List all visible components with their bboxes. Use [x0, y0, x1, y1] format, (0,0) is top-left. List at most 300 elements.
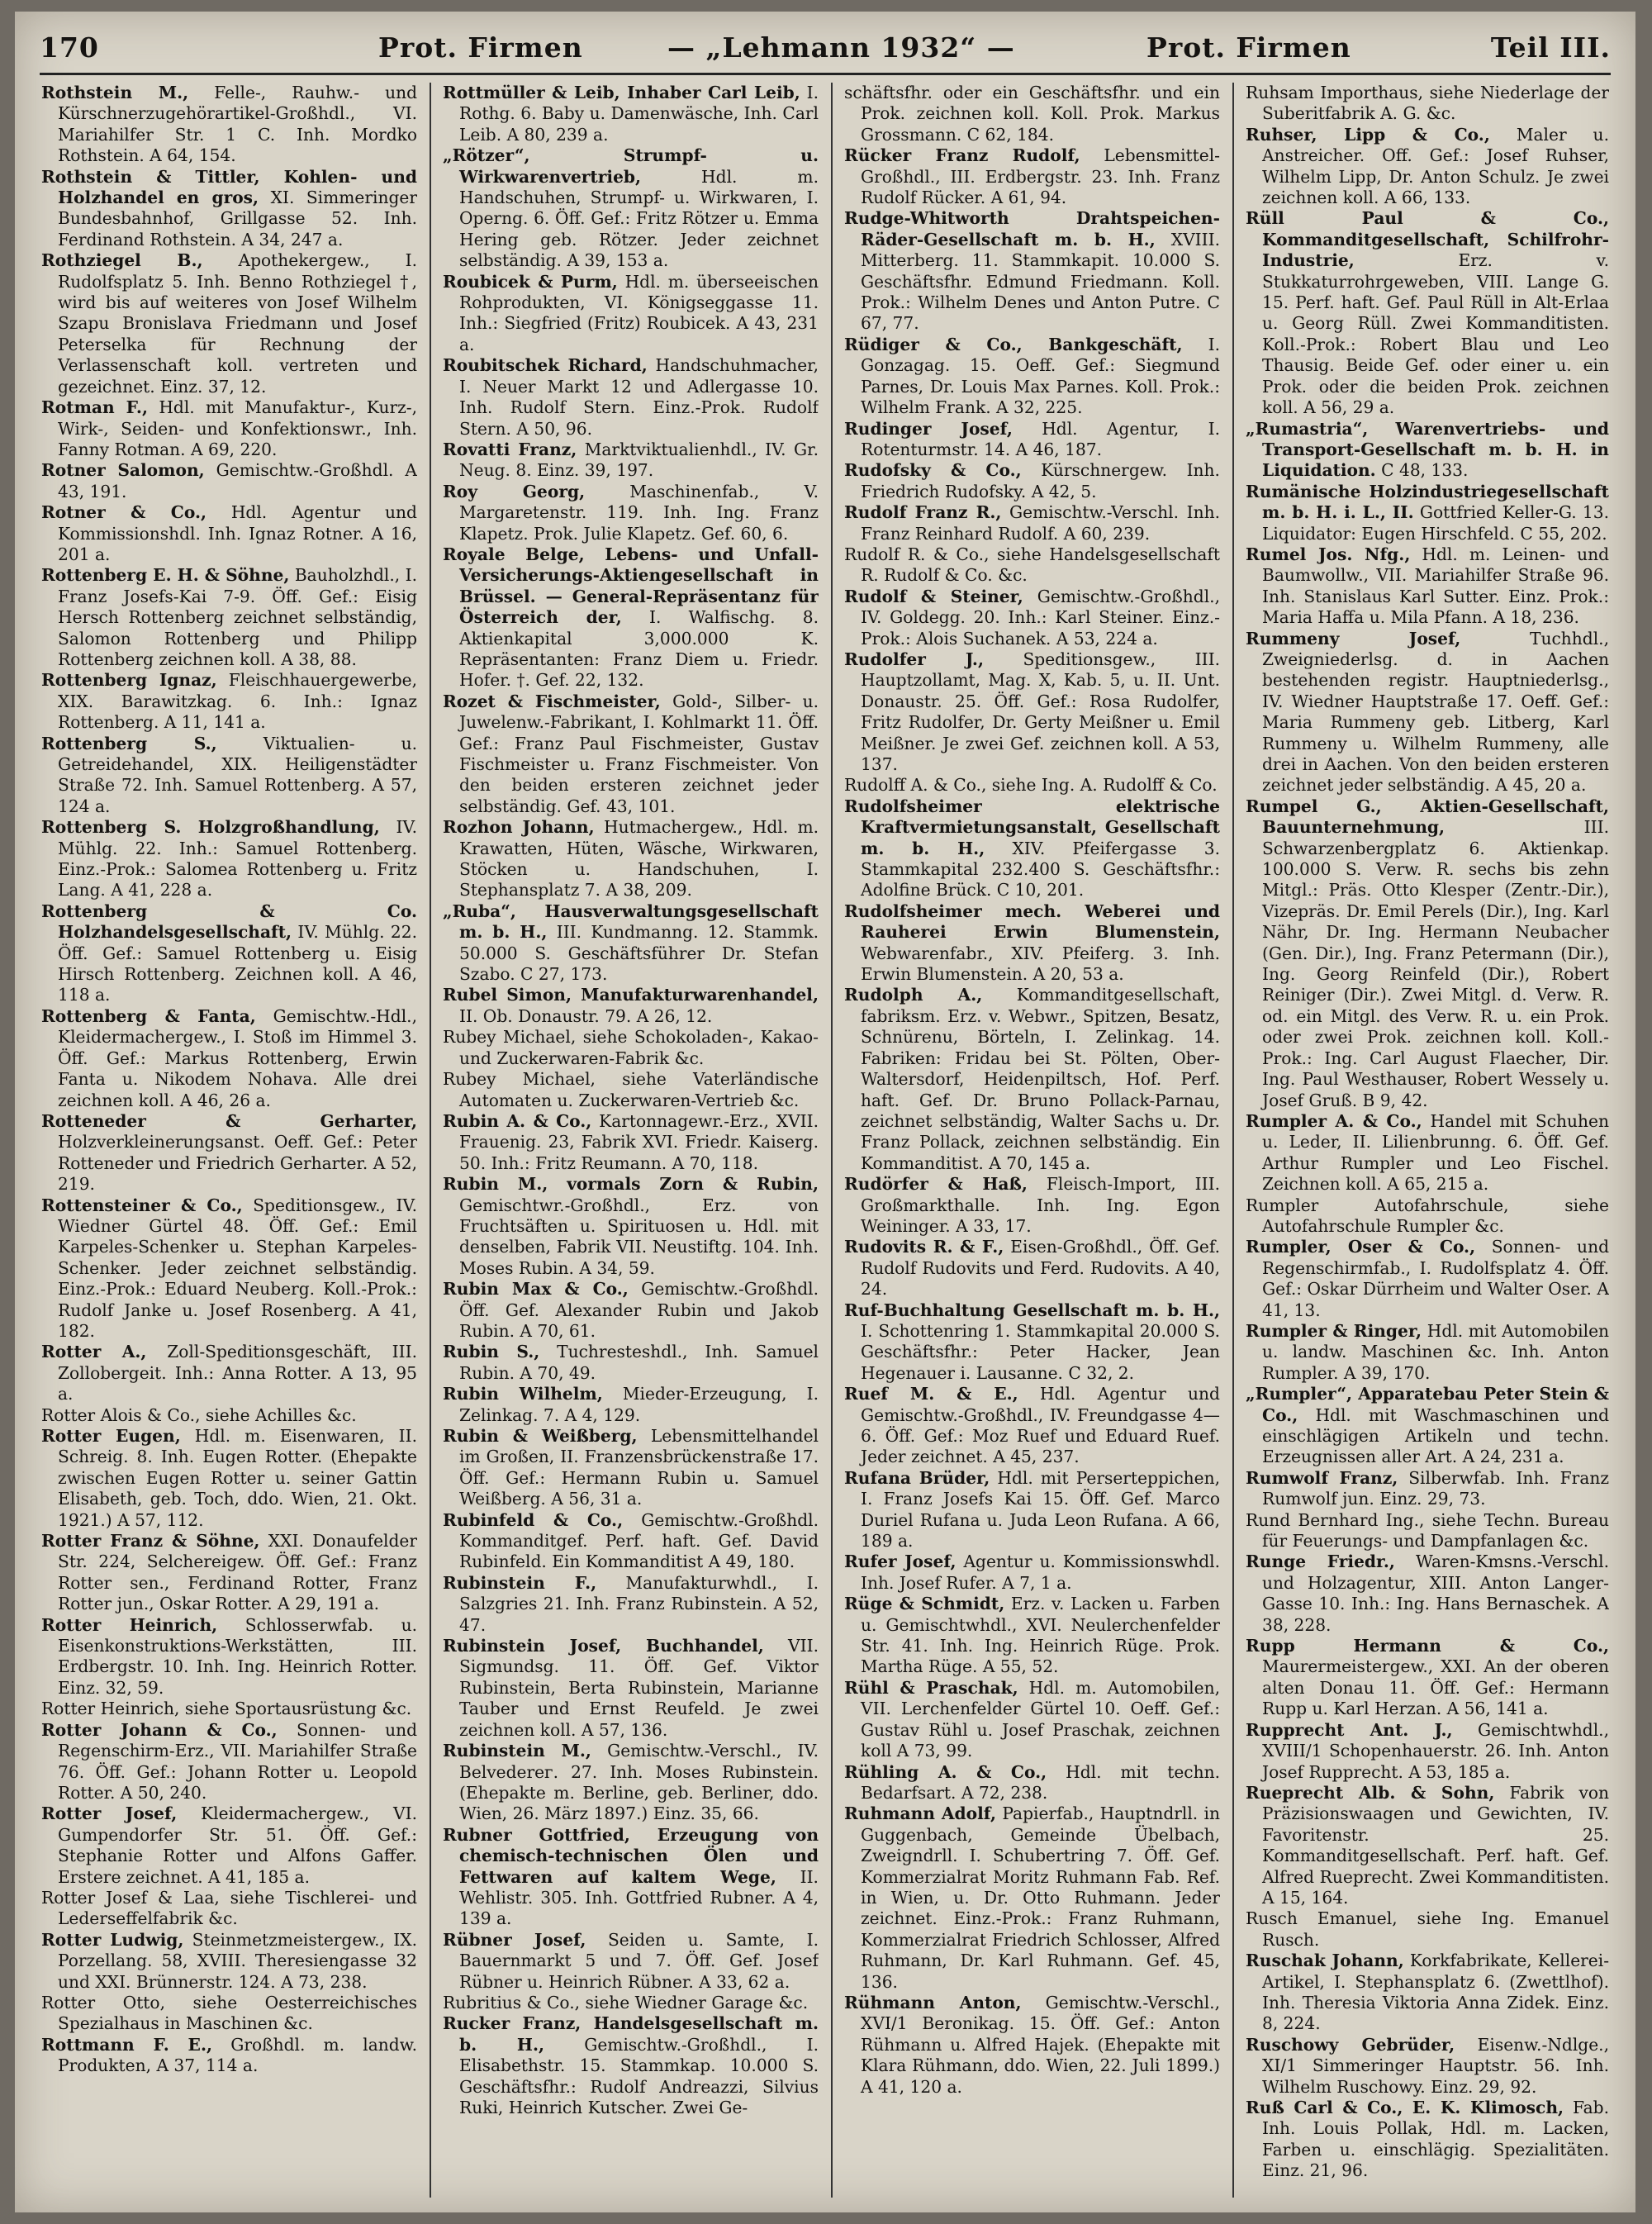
- directory-entry: [844, 1762, 1220, 1804]
- directory-entry: [844, 208, 1220, 334]
- firm-name: Rotteneder & Gerharter,: [41, 1110, 417, 1131]
- firm-details: Gemischtw.-Großhdl., IV. Goldegg. 20. Inh.: Karl Steiner. Einz.-Prok.: Alois Suchanek. A 53, 224 a.: [861, 586, 1220, 649]
- firm-name: Rottmann F. E.,: [41, 2034, 213, 2055]
- directory-entry: [443, 355, 819, 440]
- directory-entry: [443, 1573, 819, 1636]
- directory-entry: [41, 817, 417, 901]
- firm-name: Rubin M., vormals Zorn & Rubin,: [443, 1174, 819, 1195]
- firm-details: I. Schottenring 1. Stammkapital 20.000 S. Geschäftsfhr.: Peter Hacker, Jean Hegenauer i. Lausanne. C 32, 2.: [861, 1320, 1220, 1383]
- firm-name: Rummeny Josef,: [1246, 628, 1461, 649]
- directory-entry: [844, 83, 1220, 145]
- firm-name: Rottenberg Ignaz,: [41, 670, 217, 691]
- directory-entry: [844, 1468, 1220, 1552]
- firm-details: Gemischtw.-Hdl., Kleidermachergew., I. Stoß im Himmel 3. Öff. Gef.: Markus Rottenberg, Erwin Fanta u. Nikodem Nohava. Alle drei zeichnen koll. A 46, 26 a.: [58, 1005, 417, 1110]
- firm-name: Rubin & Weißberg,: [443, 1426, 638, 1446]
- page-number: 170: [40, 31, 99, 64]
- firm-name: Rotter A.,: [41, 1342, 147, 1362]
- directory-entry: [1246, 1552, 1609, 1636]
- firm-name: Rottmüller & Leib, Inhaber Carl Leib,: [443, 83, 800, 102]
- directory-entry: [443, 1930, 819, 1993]
- firm-details: Hdl. mit Waschmaschinen und einschlägigen Artikeln und techn. Erzeugnissen aller Art. A 24, 231 a.: [1262, 1404, 1609, 1467]
- firm-details: Gemischtw.-Großhdl. A 43, 191.: [58, 460, 417, 501]
- firm-name: Ruhmann Adolf,: [844, 1803, 997, 1824]
- directory-entry: [41, 1006, 417, 1111]
- directory-entry: [41, 565, 417, 670]
- directory-entry: [443, 83, 819, 145]
- firm-name: Rottenberg & Co. Holzhandelsgesellschaft,: [41, 901, 417, 943]
- firm-name: Rottenberg E. H. & Söhne,: [41, 565, 290, 586]
- firm-details: Rund Bernhard Ing., siehe Techn. Bureau für Feuerungs- und Dampfanlagen &c.: [1246, 1509, 1609, 1552]
- firm-name: Rubinstein Josef, Buchhandel,: [443, 1636, 764, 1656]
- column-divider: [430, 83, 431, 2198]
- firm-name: „Ruba“, Hausverwaltungsgesellschaft m. b. H.,: [443, 901, 819, 943]
- directory-entry: [41, 250, 417, 397]
- directory-entry: [443, 544, 819, 691]
- directory-entry: [41, 1720, 417, 1804]
- directory-entry: [41, 1426, 417, 1531]
- firm-name: Rotter Eugen,: [41, 1426, 181, 1446]
- firm-details: Gold-, Silber- u. Juwelenw.-Fabrikant, I. Kohlmarkt 11. Öff. Gef.: Franz Paul Fischmeister, Gustav Fischmeister u. Franz Fischmeister. Von den beiden ersteren zeichnet jeder selbständig. Gef. 43, 101.: [459, 691, 819, 816]
- firm-name: Rudge-Whitworth Drahtspeichen-Räder-Gesellschaft m. b. H.,: [844, 208, 1220, 249]
- directory-entry: [844, 775, 1220, 796]
- firm-details: Gottfried Keller-G. 13. Liquidator: Eugen Hirschfeld. C 55, 202.: [1262, 502, 1609, 544]
- firm-details: Apothekergew., I. Rudolfsplatz 5. Inh. Benno Rothziegel †, wird bis auf weiteres von Josef Wilhelm Szapu Bronislava Friedmann und Josef Peterselka für Rechnung der Verlassenschaft koll. vertreten und gezeichnet. Einz. 37, 12.: [58, 250, 417, 397]
- firm-details: Hdl. m. überseeischen Rohprodukten, VI. Königseggasse 11. Inh.: Siegfried (Fritz) Roubicek. A 43, 231 a.: [459, 271, 819, 354]
- firm-details: Felle-, Rauhw.- und Kürschnerzugehörartikel-Großhdl., VI. Mariahilfer Str. 1 C. Inh. Mordko Rothstein. A 64, 154.: [58, 83, 417, 166]
- directory-entry: [844, 1300, 1220, 1385]
- firm-name: Rotman F.,: [41, 397, 148, 418]
- header-left-title: Prot. Firmen: [378, 31, 583, 64]
- directory-entry: [41, 1531, 417, 1615]
- firm-details: Kürschnergew. Inh. Friedrich Rudofsky. A 42, 5.: [861, 460, 1220, 501]
- firm-details: Fabrik von Präzisionswaagen und Gewichten, IV. Favoritenstr. 25. Kommanditgesellschaft. Perf. haft. Gef. Alfred Rueprecht. Zwei Kommanditisten. A 15, 164.: [1262, 1782, 1609, 1908]
- page-header: [40, 31, 1611, 69]
- directory-entry: [443, 1384, 819, 1426]
- firm-details: schäftsfhr. oder ein Geschäftsfhr. und ein Prok. zeichnen koll. Koll. Prok. Markus Grossmann. C 62, 184.: [844, 83, 1220, 145]
- directory-entry: [1246, 83, 1609, 125]
- firm-details: Mieder-Erzeugung, I. Zelinkag. 7. A 4, 129.: [459, 1384, 819, 1425]
- directory-entry: [844, 1237, 1220, 1300]
- firm-name: Rumänische Holzindustriegesellschaft m. b. H. i. L., II.: [1246, 481, 1609, 523]
- firm-details: I. Walfischg. 8. Aktienkapital 3,000.000 K. Repräsentanten: Franz Diem u. Friedr. Hofer. †. Gef. 22, 132.: [459, 607, 819, 691]
- directory-entry: [1246, 1321, 1609, 1384]
- firm-details: Gemischtw.-Verschl., XVI/1 Beronikag. 15. Öff. Gef.: Anton Rühmann u. Alfred Hajek. (Ehepakte mit Klara Rühmann, ddo. Wien, 22. Juli 1899.) A 41, 120 a.: [861, 1992, 1220, 2097]
- directory-entry: [41, 1993, 417, 2035]
- directory-entry: [844, 335, 1220, 419]
- firm-name: Rudolph A.,: [844, 985, 983, 1005]
- firm-details: IV. Mühlg. 22. Öff. Gef.: Samuel Rottenberg u. Eisig Hirsch Rottenberg. Zeichnen koll. A 46, 118 a.: [58, 922, 417, 1005]
- directory-entry: [1246, 208, 1609, 418]
- directory-entry: [41, 502, 417, 565]
- firm-details: XIV. Pfeifergasse 3. Stammkapital 232.400 S. Geschäftsfhr.: Adolfine Brück. C 10, 201.: [861, 838, 1220, 901]
- directory-entry: [443, 901, 819, 986]
- directory-entry: [1246, 1195, 1609, 1238]
- firm-details: Speditionsgew., IV. Wiedner Gürtel 48. Öff. Gef.: Emil Karpeles-Schenker u. Stephan Karpeles-Schenker. Jeder zeichnet selbständig. Einz.-Prok.: Eduard Neuberg. Koll.-Prok.: Rudolf Janke u. Josef Rosenberg. A 41, 182.: [58, 1195, 417, 1341]
- directory-entry: [443, 1741, 819, 1825]
- directory-entry: [443, 440, 819, 482]
- firm-details: Erz. v. Stukkaturrohrgeweben, VIII. Lange G. 15. Perf. haft. Gef. Paul Rüll in Alt-Erlaa u. Georg Rüll. Zwei Kommanditisten. Koll.-Prok.: Robert Blau und Leo Thausig. Beide Gef. oder einer u. ein Prok. oder die beiden Prok. zeichnen koll. A 56, 29 a.: [1262, 250, 1609, 418]
- firm-name: Runge Friedr.,: [1246, 1552, 1395, 1572]
- firm-details: Tuchhdl., Zweigniederlsg. d. in Aachen bestehenden registr. Hauptniederlsg., IV. Wiedner Hauptstraße 17. Oeff. Gef.: Maria Rummeny geb. Litberg, Karl Rummeny u. Wilhelm Rummeny, alle drei in Aachen. Von den beiden ersteren zeichnet jeder selbständig. A 45, 20 a.: [1262, 628, 1609, 796]
- firm-name: Rothstein M.,: [41, 83, 189, 102]
- firm-name: Rüge & Schmidt,: [844, 1594, 1005, 1614]
- firm-details: Silberwfab. Inh. Franz Rumwolf jun. Einz. 29, 73.: [1262, 1467, 1609, 1509]
- firm-details: Rotter Alois & Co., siehe Achilles &c.: [41, 1404, 357, 1425]
- firm-details: Seiden u. Samte, I. Bauernmarkt 5 und 7. Öff. Gef. Josef Rübner u. Heinrich Rübner. A 33, 62 a.: [459, 1929, 819, 1992]
- directory-entry: [844, 587, 1220, 649]
- firm-details: Rusch Emanuel, siehe Ing. Emanuel Rusch.: [1246, 1908, 1609, 1950]
- directory-entry: [443, 1027, 819, 1069]
- firm-name: Rueprecht Alb. & Sohn,: [1246, 1782, 1495, 1803]
- firm-details: I. Gonzagag. 15. Oeff. Gef.: Siegmund Parnes, Dr. Louis Max Parnes. Koll. Prok.: Wilhelm Frank. A 32, 225.: [861, 334, 1220, 418]
- firm-name: Rufana Brüder,: [844, 1467, 990, 1488]
- firm-name: „Rumastria“, Warenvertriebs- und Transport-Gesellschaft m. b. H. in Liquidation.: [1246, 418, 1609, 481]
- firm-details: Holzverkleinerungsanst. Oeff. Gef.: Peter Rotteneder und Friedrich Gerharter. A 52, 219.: [58, 1132, 417, 1195]
- firm-name: Rozet & Fischmeister,: [443, 691, 661, 711]
- firm-name: Rubinfeld & Co.,: [443, 1509, 624, 1530]
- header-center-title: — „Lehmann 1932“ —: [667, 31, 1015, 64]
- directory-entry: [844, 901, 1220, 986]
- firm-name: Roubicek & Purm,: [443, 271, 618, 292]
- directory-entry: [1246, 1783, 1609, 1908]
- firm-details: Hdl. m. Automobilen, VII. Lerchenfelder Gürtel 10. Oeff. Gef.: Gustav Rühl u. Josef Praschak, zeichnen koll A 73, 99.: [861, 1677, 1220, 1761]
- header-part-label: Teil III.: [1490, 31, 1611, 64]
- firm-name: Ruschowy Gebrüder,: [1246, 2034, 1455, 2055]
- firm-name: Rupp Hermann & Co.,: [1246, 1636, 1609, 1656]
- firm-details: XXI. Donaufelder Str. 224, Selchereigew. Öff. Gef.: Franz Rotter sen., Ferdinand Rotter, Franz Rotter jun., Oskar Rotter. A 29, 191 a.: [58, 1531, 417, 1614]
- directory-entry: [41, 1195, 417, 1342]
- firm-details: Schlosserwfab. u. Eisenkonstruktions-Werkstätten, III. Erdbergstr. 10. Inh. Ing. Heinrich Rotter. Einz. 32, 59.: [58, 1614, 417, 1698]
- firm-name: Ruschak Johann,: [1246, 1951, 1404, 1971]
- directory-entry: [41, 1803, 417, 1888]
- directory-entry: [41, 1888, 417, 1930]
- directory-entry: [1246, 1636, 1609, 1720]
- firm-details: Hdl. Agentur und Gemischtw.-Großhdl., IV. Freundgasse 4—6. Öff. Gef.: Moz Ruef und Eduard Ruef. Jeder zeichnet. A 45, 237.: [861, 1384, 1220, 1467]
- firm-name: Rumpel G., Aktien-Gesellschaft, Bauunternehmung,: [1246, 796, 1609, 838]
- header-rule: [40, 73, 1611, 75]
- firm-name: Ruß Carl & Co., E. K. Klimosch,: [1246, 2098, 1564, 2117]
- firm-name: Rudolf Franz R.,: [844, 502, 1002, 523]
- firm-details: Hdl. m. Leinen- und Baumwollw., VII. Mariahilfer Straße 96. Inh. Stanislaus Karl Sutter. Einz. Prok.: Maria Haffa u. Mila Pfann. A 18, 236.: [1262, 544, 1609, 628]
- firm-details: III. Schwarzenbergplatz 6. Aktienkap. 100.000 S. Verw. R. sechs bis zehn Mitgl.: Präs. Otto Klesper (Zentr.-Dir.), Vizepräs. Dr. Emil Perels (Dir.), Ing. Karl Nähr, Dr. Ing. Hermann Neubacher (Gen. Dir.), Ing. Franz Petermann (Dir.), Ing. Georg Reinfeld (Dir.), Robert Reiniger (Dir.). Zwei Mitgl. d. Verw. R. od. ein Mitgl. des Verw. R. u. ein Prok. oder zwei Prok. zeichnen koll. Koll.-Prok.: Ing. Carl August Flaecher, Dir. Ing. Paul Westhauser, Robert Wessely u. Josef Gruß. B 9, 42.: [1262, 817, 1609, 1110]
- firm-name: Rubner Gottfried, Erzeugung von chemisch-technischen Ölen und Fettwaren auf kaltem Wege,: [443, 1824, 819, 1887]
- firm-details: Gemischtw.-Großhdl. Kommanditgef. Perf. haft. Gef. David Rubinfeld. Ein Kommanditist A 49, 180.: [459, 1509, 819, 1572]
- firm-details: Hutmachergew., Hdl. m. Krawatten, Hüten, Wäsche, Wirkwaren, Stöcken u. Handschuhen, I. Stephansplatz 7. A 38, 209.: [459, 817, 819, 901]
- firm-name: Rotter Ludwig,: [41, 1929, 184, 1950]
- firm-details: Lebensmittel-Großhdl., III. Erdbergstr. 23. Inh. Franz Rudolf Rücker. A 61, 94.: [861, 145, 1220, 208]
- directory-entry: [443, 1993, 819, 2013]
- firm-details: Sonnen- und Regenschirmfab., I. Rudolfsplatz 4. Öff. Gef.: Oskar Dürrheim und Walter Oser. A 41, 13.: [1262, 1237, 1609, 1320]
- firm-name: Rübner Josef,: [443, 1929, 586, 1950]
- firm-name: Rudolfsheimer elektrische Kraftvermietungsanstalt, Gesellschaft m. b. H.,: [844, 796, 1220, 858]
- firm-name: Rotner & Co.,: [41, 502, 207, 523]
- firm-details: Marktviktualienhdl., IV. Gr. Neug. 8. Einz. 39, 197.: [459, 439, 819, 481]
- directory-entry: [443, 272, 819, 356]
- firm-details: Rumpler Autofahrschule, siehe Autofahrschule Rumpler &c.: [1246, 1195, 1609, 1236]
- directory-entry: [41, 83, 417, 167]
- firm-details: Maler u. Anstreicher. Off. Gef.: Josef Ruhser, Wilhelm Lipp, Dr. Anton Schulz. Je zwei zeichnen koll. A 66, 133.: [1262, 124, 1609, 208]
- firm-details: II. Ob. Donaustr. 79. A 26, 12.: [459, 1005, 713, 1026]
- directory-entry: [844, 1803, 1220, 1993]
- directory-entry: [41, 670, 417, 733]
- directory-entry: [1246, 419, 1609, 482]
- firm-name: Rudinger Josef,: [844, 418, 1013, 439]
- firm-name: Rothziegel B.,: [41, 250, 203, 271]
- directory-entry: [41, 397, 417, 460]
- directory-entry: [41, 2035, 417, 2077]
- directory-entry: [844, 419, 1220, 461]
- firm-details: II. Wehlistr. 305. Inh. Gottfried Rubner. A 4, 139 a.: [459, 1866, 819, 1929]
- directory-entry: [1246, 2035, 1609, 2098]
- firm-details: Rotter Josef & Laa, siehe Tischlerei- und Lederseffelfabrik &c.: [41, 1887, 417, 1929]
- directory-entry: [443, 145, 819, 271]
- firm-name: Rubinstein M.,: [443, 1741, 591, 1761]
- directory-entry: [41, 1615, 417, 1699]
- firm-details: Sonnen- und Regenschirm-Erz., VII. Mariahilfer Straße 76. Öff. Gef.: Johann Rotter u. Leopold Rotter. A 50, 240.: [58, 1719, 417, 1803]
- column-4: [1246, 83, 1609, 2198]
- directory-entry: [443, 691, 819, 817]
- firm-details: Maurermeistergew., XXI. An der oberen alten Donau 11. Öff. Gef.: Hermann Rupp u. Karl Herzan. A 56, 141 a.: [1262, 1656, 1609, 1719]
- directory-entry: [844, 1594, 1220, 1678]
- firm-details: VII. Sigmundsg. 11. Öff. Gef. Viktor Rubinstein, Berta Rubinstein, Marianne Tauber und Ernst Reufeld. Je zwei zeichnen koll. A 57, 136.: [459, 1636, 819, 1740]
- firm-name: Rüll Paul & Co., Kommanditgesellschaft, Schilfrohr-Industrie,: [1246, 208, 1609, 271]
- firm-details: Handel mit Schuhen u. Leder, II. Lilienbrunng. 6. Öff. Gef. Arthur Rumpler und Leo Fischel. Zeichnen koll. A 65, 215 a.: [1262, 1110, 1609, 1195]
- directory-entry: [443, 985, 819, 1027]
- firm-name: Rudolfsheimer mech. Weberei und Rauherei Erwin Blumenstein,: [844, 901, 1220, 943]
- firm-details: Handschuhmacher, I. Neuer Markt 12 und Adlergasse 10. Inh. Rudolf Stern. Einz.-Prok. Rudolf Stern. A 50, 96.: [459, 355, 819, 439]
- directory-entry: [1246, 125, 1609, 209]
- firm-details: Hdl. mit Manufaktur-, Kurz-, Wirk-, Seiden- und Konfektionswr., Inh. Fanny Rotman. A 69, 220.: [58, 397, 417, 459]
- firm-name: Rozhon Johann,: [443, 817, 595, 838]
- column-1: [41, 83, 417, 2198]
- firm-details: Hdl. mit techn. Bedarfsart. A 72, 238.: [861, 1761, 1220, 1803]
- column-divider: [831, 83, 833, 2198]
- directory-entry: [41, 460, 417, 502]
- firm-details: Fleisch-Import, III. Großmarkthalle. Inh. Ing. Egon Weininger. A 33, 17.: [861, 1174, 1220, 1236]
- directory-entry: [1246, 482, 1609, 544]
- firm-details: Gemischtw.-Großhdl. Öff. Gef. Alexander Rubin und Jakob Rubin. A 70, 61.: [459, 1279, 819, 1341]
- firm-name: Rudofsky & Co.,: [844, 460, 1022, 481]
- directory-entry: [443, 817, 819, 901]
- directory-entry: [844, 649, 1220, 775]
- firm-name: Roubitschek Richard,: [443, 355, 648, 376]
- firm-details: Gemischtw.-Verschl., IV. Belvederег. 27. Inh. Moses Rubinstein. (Ehepakte m. Berline, geb. Berliner, ddo. Wien, 26. März 1897.) Einz. 35, 66.: [459, 1741, 819, 1824]
- firm-details: Maschinenfab., V. Margaretenstr. 119. Inh. Ing. Franz Klapetz. Prok. Julie Klapetz. Gef. 60, 6.: [459, 481, 819, 544]
- firm-name: Rudörfer & Haß,: [844, 1174, 1028, 1195]
- directory-entry: [443, 482, 819, 544]
- firm-details: Korkfabrikate, Kellerei-Artikel, I. Stephansplatz 6. (Zwettlhof). Inh. Theresia Viktoria Anna Zidek. Einz. 8, 224.: [1262, 1951, 1609, 2034]
- firm-name: Rufer Josef,: [844, 1552, 957, 1572]
- firm-name: Rumpler, Oser & Co.,: [1246, 1237, 1476, 1257]
- firm-name: Rumwolf Franz,: [1246, 1467, 1398, 1488]
- firm-name: Rottensteiner & Co.,: [41, 1195, 243, 1215]
- directory-entry: [1246, 796, 1609, 1111]
- directory-entry: [1246, 1720, 1609, 1783]
- firm-details: Rubey Michael, siehe Vaterländische Automaten u. Zuckerwaren-Vertrieb &c.: [443, 1069, 819, 1110]
- directory-entry: [1246, 544, 1609, 629]
- firm-name: Rühl & Praschak,: [844, 1677, 1018, 1698]
- directory-entry: [844, 985, 1220, 1174]
- column-3: [844, 83, 1220, 2198]
- firm-name: Rühling A. & Co.,: [844, 1761, 1047, 1782]
- firm-name: Ruf-Buchhaltung Gesellschaft m. b. H.,: [844, 1300, 1220, 1320]
- firm-details: Manufakturwhdl., I. Salzgries 21. Inh. Franz Rubinstein. A 52, 47.: [459, 1572, 819, 1635]
- directory-entry: [41, 1699, 417, 1719]
- directory-entry: [844, 502, 1220, 544]
- directory-entry: [844, 145, 1220, 208]
- firm-name: Rotner Salomon,: [41, 460, 205, 481]
- firm-details: Webwarenfabr., XIV. Pfeiferg. 3. Inh. Erwin Blumenstein. A 20, 53 a.: [861, 943, 1220, 985]
- firm-name: Rühmann Anton,: [844, 1992, 1022, 2013]
- directory-entry: [41, 734, 417, 818]
- directory-entry: [443, 1510, 819, 1573]
- firm-details: Kartonnagewr.-Erz., XVII. Frauenig. 23, Fabrik XVI. Friedr. Kaiserg. 50. Inh.: Fritz Reumann. A 70, 118.: [459, 1110, 819, 1173]
- firm-details: I. Rothg. 6. Baby u. Damenwäsche, Inh. Carl Leib. A 80, 239 a.: [459, 83, 819, 145]
- firm-name: Rubin Max & Co.,: [443, 1279, 629, 1300]
- firm-name: Rumel Jos. Nfg.,: [1246, 544, 1411, 564]
- firm-details: Gemischtwhdl., XVIII/1 Schopenhauerstr. 26. Inh. Anton Josef Rupprecht. A 53, 185 a.: [1262, 1719, 1609, 1782]
- directory-entry: [443, 1636, 819, 1741]
- firm-details: Lebensmittelhandel im Großen, II. Franzensbrückenstraße 17. Öff. Gef.: Hermann Rubin u. Samuel Weißberg. A 56, 31 a.: [459, 1426, 819, 1509]
- firm-details: Agentur u. Kommissionswhdl. Inh. Josef Rufer. A 7, 1 a.: [861, 1552, 1220, 1593]
- directory-entry: [844, 1552, 1220, 1594]
- firm-name: Rudolfer J.,: [844, 649, 984, 669]
- directory-entry: [41, 1342, 417, 1404]
- firm-details: Erz. v. Lacken u. Farben u. Gemischtwhdl., XVI. Neulerchenfelder Str. 41. Inh. Ing. Heinrich Rüge. Prok. Martha Rüge. A 55, 52.: [861, 1594, 1220, 1677]
- firm-details: Bauholzhdl., I. Franz Josefs-Kai 7-9. Öff. Gef.: Eisig Hersch Rottenberg zeichnet selbständig, Salomon Rottenberg und Philipp Rottenberg zeichnen koll. A 38, 88.: [58, 565, 417, 669]
- directory-entry: [1246, 629, 1609, 796]
- directory-entry: [844, 1678, 1220, 1762]
- firm-details: Waren-Kmsns.-Verschl. und Holzagentur, XIII. Anton Langer-Gasse 10. Inh.: Ing. Hans Bernaschek. A 38, 228.: [1262, 1552, 1609, 1635]
- directory-entry: [41, 1405, 417, 1426]
- directory-entry: [443, 1111, 819, 1174]
- firm-details: Ruhsam Importhaus, siehe Niederlage der Suberitfabrik A. G. &c.: [1246, 83, 1609, 124]
- directory-entry: [844, 460, 1220, 502]
- firm-name: Rücker Franz Rudolf,: [844, 145, 1080, 166]
- firm-details: C 48, 133.: [1381, 460, 1469, 481]
- firm-name: Rottenberg & Fanta,: [41, 1005, 256, 1026]
- directory-entry: [844, 1384, 1220, 1468]
- firm-details: Zoll-Speditionsgeschäft, III. Zollobergeit. Inh.: Anna Rotter. A 13, 95 a.: [58, 1342, 417, 1404]
- firm-details: Speditionsgew., III. Hauptzollamt, Mag. X, Kab. 5, u. II. Unt. Donaustr. 25. Öff. Gef.: Rosa Rudolfer, Fritz Rudolfer, Dr. Gerty Meißner u. Emil Meißner. Je zwei Gef. zeichnen koll. A 53, 137.: [861, 649, 1220, 774]
- firm-details: XVIII. Mitterberg. 11. Stammkapit. 10.000 S. Geschäftsfhr. Edmund Friedmann. Koll. Prok.: Wilhelm Denes und Anton Putre. C 67, 77.: [861, 229, 1220, 334]
- directory-entry: [443, 1174, 819, 1279]
- firm-details: Eisen-Großhdl., Öff. Gef. Rudolf Rudovits und Ferd. Rudovits. A 40, 24.: [861, 1237, 1220, 1300]
- directory-entry: [443, 1279, 819, 1342]
- firm-name: Roy Georg,: [443, 481, 586, 501]
- firm-details: Rotter Otto, siehe Oesterreichisches Spezialhaus in Maschinen &c.: [41, 1992, 417, 2034]
- directory-entry: [844, 1993, 1220, 2098]
- firm-name: Rudolf & Steiner,: [844, 586, 1023, 606]
- firm-details: Hdl. mit Perserteppichen, I. Franz Josefs Kai 15. Öff. Gef. Marco Duriel Rufana u. Juda Leon Rufana. A 66, 189 a.: [861, 1467, 1220, 1552]
- directory-entry: [41, 167, 417, 251]
- directory-entry: [443, 1426, 819, 1510]
- column-2: [443, 83, 819, 2198]
- firm-details: Gemischtw.-Großhdl., I. Elisabethstr. 15. Stammkap. 10.000 S. Geschäftsfhr.: Rudolf Andreazzi, Silvius Ruki, Heinrich Kutscher. Zwei Ge-: [459, 2034, 819, 2117]
- directory-entry: [41, 1111, 417, 1195]
- firm-details: Viktualien- u. Getreidehandel, XIX. Heiligenstädter Straße 72. Inh. Samuel Rottenberg. A 57, 124 a.: [58, 733, 417, 816]
- firm-details: Fab. Inh. Louis Pollak, Hdl. m. Lacken, Farben u. einschlägig. Spezialitäten. Einz. 21, 96.: [1262, 2098, 1609, 2181]
- firm-name: Rottenberg S. Holzgroßhandlung,: [41, 817, 380, 838]
- firm-name: Ruef M. & E.,: [844, 1384, 1018, 1404]
- firm-details: Fleischhauergewerbe, XIX. Barawitzkag. 6. Inh.: Ignaz Rottenberg. A 11, 141 a.: [58, 670, 417, 733]
- firm-name: Rotter Josef,: [41, 1803, 178, 1824]
- directory-entry: [443, 2013, 819, 2118]
- directory-entry: [1246, 1384, 1609, 1468]
- directory-entry: [41, 901, 417, 1006]
- firm-name: „Rumpler“, Apparatebau Peter Stein & Co.,: [1246, 1384, 1609, 1425]
- firm-details: Großhdl. m. landw. Produkten, A 37, 114 a.: [58, 2034, 417, 2076]
- directory-entry: [1246, 1510, 1609, 1552]
- firm-details: Hdl. m. Handschuhen, Strumpf- u. Wirkwaren, I. Operng. 6. Öff. Gef.: Fritz Rötzer u. Emma Hering geb. Rötzer. Jeder zeichnet selbständig. A 39, 153 a.: [459, 166, 819, 271]
- firm-name: Rothstein & Tittler, Kohlen- und Holzhandel en gros,: [41, 166, 417, 208]
- firm-name: Royale Belge, Lebens- und Unfall-Versicherungs-Aktiengesellschaft in Brüssel. — General-Repräsentanz für Österreich der,: [443, 544, 819, 628]
- directory-entry: [443, 1342, 819, 1384]
- firm-details: Hdl. mit Automobilen u. landw. Maschinen &c. Inh. Anton Rumpler. A 39, 170.: [1262, 1320, 1609, 1383]
- directory-entry: [844, 796, 1220, 901]
- firm-details: Kommanditgesellschaft, fabriksm. Erz. v. Webwr., Spitzen, Besatz, Schnürenu, Börteln, I. Zelinkag. 14. Fabriken: Fridau bei St. Pölten, Ober-Waltersdorf, Heidenpiltsch, Hof. Perf. haft. Gef. Dr. Bruno Pollack-Parnau, zeichnet selbständig, Walter Sachs u. Dr. Franz Pollack, zeichnen selbständig. Ein Kommanditist. A 70, 145 a.: [861, 985, 1220, 1173]
- firm-details: Kleidermachergew., VI. Gumpendorfer Str. 51. Öff. Gef.: Stephanie Rotter und Alfons Gaffer. Erstere zeichnet. A 41, 185 a.: [58, 1803, 417, 1887]
- firm-name: Rotter Franz & Söhne,: [41, 1531, 260, 1552]
- firm-name: Rotter Heinrich,: [41, 1614, 218, 1635]
- directory-entry: [1246, 1908, 1609, 1951]
- directory-entry: [1246, 1468, 1609, 1510]
- firm-name: Rüdiger & Co., Bankgeschäft,: [844, 334, 1183, 354]
- directory-entry: [443, 1825, 819, 1930]
- header-right-title: Prot. Firmen: [1146, 31, 1351, 64]
- firm-details: Hdl. Agentur, I. Rotenturmstr. 14. A 46, 187.: [861, 418, 1220, 459]
- firm-details: Hdl. Agentur und Kommissionshdl. Inh. Ignaz Rotner. A 16, 201 a.: [58, 502, 417, 564]
- firm-name: Rubin S.,: [443, 1342, 540, 1362]
- firm-name: Rotter Johann & Co.,: [41, 1719, 278, 1740]
- firm-name: Rubin Wilhelm,: [443, 1384, 603, 1404]
- column-divider: [1232, 83, 1234, 2198]
- directory-entry: [1246, 1951, 1609, 2035]
- firm-name: Rupprecht Ant. J.,: [1246, 1719, 1453, 1740]
- directory-entry: [41, 1930, 417, 1993]
- directory-entry: [1246, 2098, 1609, 2182]
- firm-details: XI. Simmeringer Bundesbahnhof, Grillgasse 52. Inh. Ferdinand Rothstein. A 34, 247 a.: [58, 188, 417, 249]
- firm-details: Tuchresteshdl., Inh. Samuel Rubin. A 70, 49.: [459, 1342, 819, 1383]
- firm-name: Rumpler & Ringer,: [1246, 1320, 1422, 1341]
- firm-details: Gemischtw.-Verschl. Inh. Franz Reinhard Rudolf. A 60, 239.: [861, 502, 1220, 544]
- firm-details: Rubritius & Co., siehe Wiedner Garage &c.: [443, 1992, 809, 2013]
- firm-details: Steinmetzmeistergew., IX. Porzellang. 58, XVIII. Theresiengasse 32 und XXI. Brünnerstr. 124. A 73, 238.: [58, 1929, 417, 1992]
- firm-details: Rudolff A. & Co., siehe Ing. A. Rudolff & Co.: [844, 775, 1218, 796]
- firm-name: Rubin A. & Co.,: [443, 1110, 592, 1131]
- firm-details: Rudolf R. & Co., siehe Handelsgesellschaft R. Rudolf & Co. &c.: [844, 544, 1220, 586]
- firm-name: Rottenberg S.,: [41, 733, 217, 753]
- firm-name: „Rötzer“, Strumpf- u. Wirkwarenvertrieb,: [443, 145, 819, 187]
- firm-details: III. Kundmanng. 12. Stammk. 50.000 S. Geschäftsführer Dr. Stefan Szabo. C 27, 173.: [459, 922, 819, 985]
- directory-entry: [844, 544, 1220, 587]
- firm-details: Eisenw.-Ndlge., XI/1 Simmeringer Hauptstr. 56. Inh. Wilhelm Ruschowy. Einz. 29, 92.: [1262, 2034, 1609, 2097]
- firm-name: Rudovits R. & F.,: [844, 1237, 1004, 1257]
- firm-details: Gemischtwr.-Großhdl., Erz. von Fruchtsäften u. Spirituosen u. Hdl. mit denselben, Fabrik VII. Neustiftg. 104. Inh. Moses Rubin. A 34, 59.: [459, 1195, 819, 1278]
- firm-name: Rucker Franz, Handelsgesellschaft m. b. H.,: [443, 2013, 819, 2055]
- firm-name: Rovatti Franz,: [443, 439, 577, 459]
- firm-details: Papierfab., Hauptndrll. in Guggenbach, Gemeinde Übelbach, Zweigndrll. I. Schubertring 7. Öff. Gef. Kommerzialrat Moritz Ruhmann Fab. Ref. in Wien, u. Dr. Otto Ruhmann. Jeder zeichnet. Einz.-Prok.: Franz Ruhmann, Kommerzialrat Friedrich Schlosser, Alfred Ruhmann, Dr. Karl Ruhmann. Gef. 45, 136.: [861, 1803, 1220, 1992]
- firm-details: Rotter Heinrich, siehe Sportausrüstung &c.: [41, 1699, 412, 1719]
- directory-entry: [443, 1069, 819, 1111]
- firm-details: Hdl. m. Eisenwaren, II. Schreig. 8. Inh. Eugen Rotter. (Ehepakte zwischen Eugen Rotter u. seiner Gattin Elisabeth, geb. Toch, ddo. Wien, 21. Okt. 1921.) A 57, 112.: [58, 1426, 417, 1530]
- firm-name: Rubinstein F.,: [443, 1572, 597, 1593]
- directory-entry: [1246, 1237, 1609, 1321]
- firm-name: Rubel Simon, Manufakturwarenhandel,: [443, 985, 819, 1005]
- firm-name: Ruhser, Lipp & Co.,: [1246, 124, 1490, 145]
- firm-details: IV. Mühlg. 22. Inh.: Samuel Rottenberg. Einz.-Prok.: Salomea Rottenberg u. Fritz Lang. A 41, 228 a.: [58, 817, 417, 901]
- directory-page: [15, 12, 1635, 2212]
